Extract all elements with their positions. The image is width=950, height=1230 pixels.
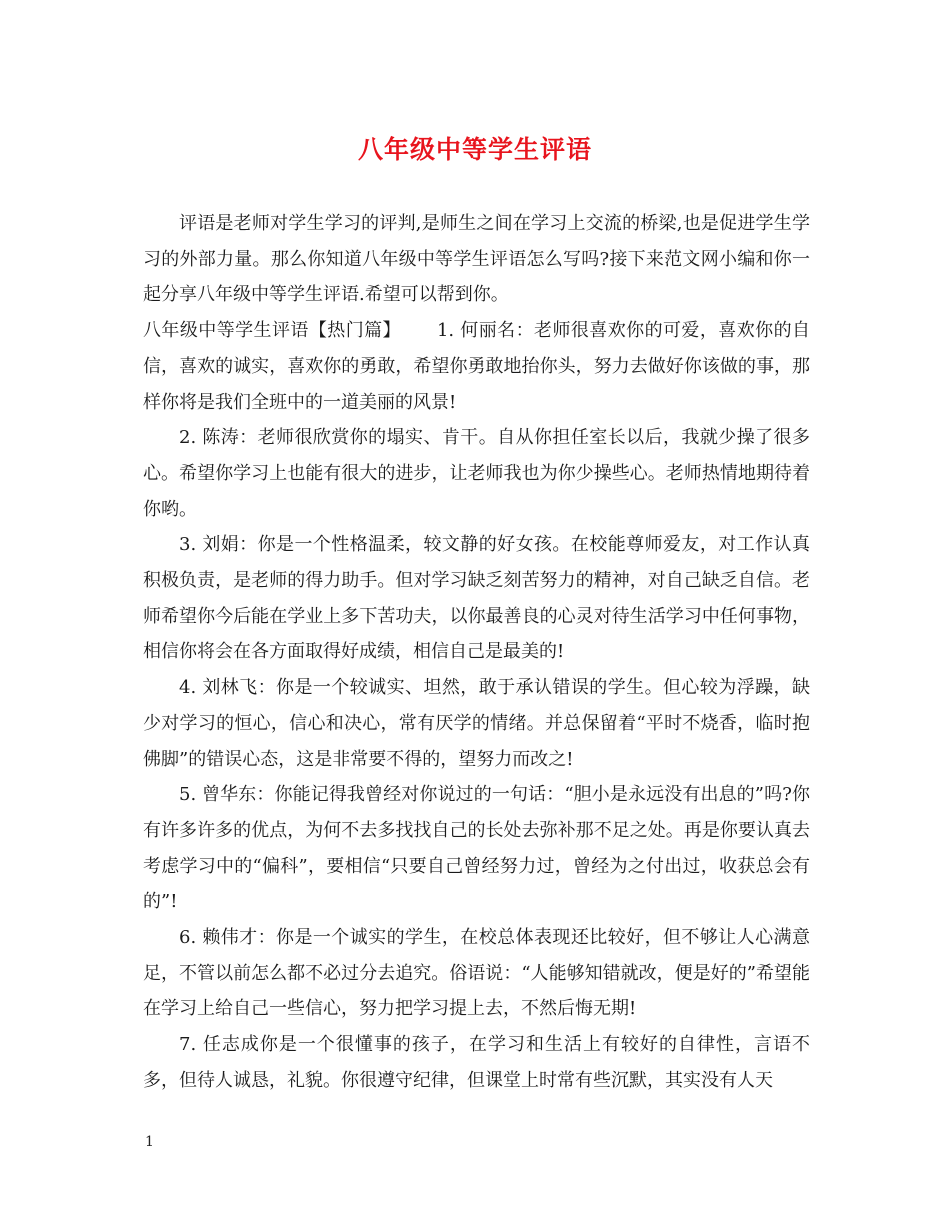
comment-item-2: 2. 陈涛：老师很欣赏你的塌实、肯干。自从你担任室长以后，我就少操了很多心。希望你学习上也能有很大的进步，让老师我也为你少操些心。老师热情地期待着你哟。	[143, 427, 810, 520]
comment-item-1: 1. 何丽名：老师很喜欢你的可爱，喜欢你的自信，喜欢的诚实，喜欢你的勇敢，希望你勇敢地抬你头，努力去做好你该做的事，那样你将是我们全班中的一道美丽的风景!	[143, 320, 810, 413]
comment-item-3: 3. 刘娟：你是一个性格温柔，较文静的好女孩。在校能尊师爱友，对工作认真积极负责，是老师的得力助手。但对学习缺乏刻苦努力的精神，对自己缺乏自信。老师希望你今后能在学业上多下苦功夫，以你最善良的心灵对待生活学习中任何事物，相信你将会在各方面取得好成绩，相信自己是最美的!	[143, 534, 810, 663]
page-number: 1	[145, 1134, 154, 1150]
intro-paragraph: 评语是老师对学生学习的评判,是师生之间在学习上交流的桥梁,也是促进学生学习的外部力量。那么你知道八年级中等学生评语怎么写吗?接下来范文网小编和你一起分享八年级中等学生评语.希望可以帮到你。	[143, 213, 810, 306]
comment-item-6: 6. 赖伟才：你是一个诚实的学生，在校总体表现还比较好，但不够让人心满意足，不管以前怎么都不必过分去追究。俗语说：“人能够知错就改，便是好的”希望能在学习上给自己一些信心，努力把学习提上去，不然后悔无期!	[143, 927, 810, 1020]
comment-item-5: 5. 曾华东：你能记得我曾经对你说过的一句话：“胆小是永远没有出息的”吗?你有许多许多的优点，为何不去多找找自己的长处去弥补那不足之处。再是你要认真去考虑学习中的“偏科”，要相信“只要自己曾经努力过，曾经为之付出过，收获总会有的”!	[143, 784, 810, 913]
page-title: 八年级中等学生评语	[357, 135, 592, 164]
section-heading: 八年级中等学生评语【热门篇】	[143, 320, 401, 342]
section-paragraph	[143, 313, 810, 420]
comment-item-7: 7. 任志成你是一个很懂事的孩子，在学习和生活上有较好的自律性，言语不多，但待人诚恳，礼貌。你很遵守纪律，但课堂上时常有些沉默，其实没有人天	[143, 1034, 810, 1091]
document-body	[143, 206, 810, 1099]
comment-item-4: 4. 刘林飞：你是一个较诚实、坦然，敢于承认错误的学生。但心较为浮躁，缺少对学习的恒心，信心和决心，常有厌学的情绪。并总保留着“平时不烧香，临时抱佛脚”的错误心态，这是非常要不得的，望努力而改之!	[143, 677, 810, 770]
